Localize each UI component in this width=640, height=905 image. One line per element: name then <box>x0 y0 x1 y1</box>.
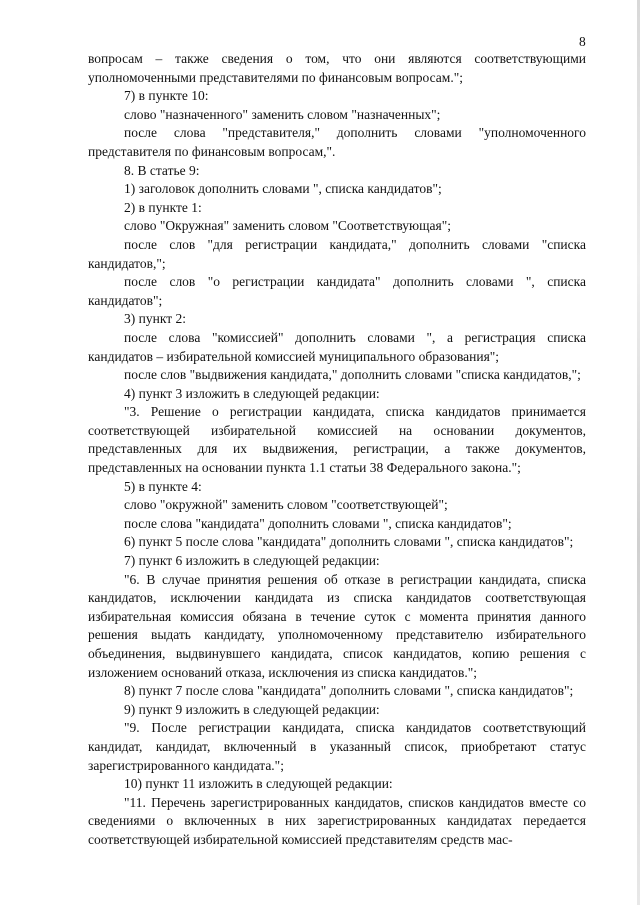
paragraph: "11. Перечень зарегистрированных кандидатов, списков кандидатов вместе со сведениями о включенных в них зарегистрированных кандидатах передается соответствующей избирательной комиссией представителям средств мас- <box>88 794 586 847</box>
paragraph: вопросам – также сведения о том, что они являются соответствующими уполномоченными представителями по финансовым вопросам."; <box>88 51 586 85</box>
paragraph: после слова "кандидата" дополнить словами ", списка кандидатов"; <box>124 515 512 531</box>
document-body <box>88 50 586 850</box>
paragraph: 9) пункт 9 изложить в следующей редакции: <box>124 701 380 717</box>
paragraph: 7) в пункте 10: <box>124 88 209 104</box>
paragraph: 7) пункт 6 изложить в следующей редакции: <box>124 553 380 569</box>
page-number: 8 <box>579 34 586 49</box>
paragraph: 2) в пункте 1: <box>124 199 202 215</box>
paragraph: слово "Окружная" заменить словом "Соответствующая"; <box>124 218 451 234</box>
paragraph: 1) заголовок дополнить словами ", списка кандидатов"; <box>124 181 442 197</box>
paragraph: "6. В случае принятия решения об отказе в регистрации кандидата, списка кандидатов, исключении кандидата из списка кандидатов соответствующая избирательная комиссия обязана в течение суток с момента принятия данного решения выдать кандидату, уполномоченному представителю избирательного объединения, выдвинувшего кандидата, список кандидатов, копию решения с изложением оснований отказа, исключения из списка кандидатов."; <box>88 571 586 680</box>
paragraph: 10) пункт 11 изложить в следующей редакции: <box>124 776 393 792</box>
paragraph: "9. После регистрации кандидата, списка кандидатов соответствующий кандидат, кандидат, включенный в указанный список, приобретают статус зарегистрированного кандидата."; <box>88 720 586 773</box>
paragraph: 8) пункт 7 после слова "кандидата" дополнить словами ", списка кандидатов"; <box>124 683 574 699</box>
paragraph: 3) пункт 2: <box>124 311 186 327</box>
paragraph: "3. Решение о регистрации кандидата, списка кандидатов принимается соответствующей избирательной комиссией на основании документов, представленных для их выдвижения, регистрации, а также документов, представленных на основании пункта 1.1 статьи 38 Федерального закона."; <box>88 404 586 476</box>
paragraph: 6) пункт 5 после слова "кандидата" дополнить словами ", списка кандидатов"; <box>124 534 574 550</box>
paragraph: слово "окружной" заменить словом "соответствующей"; <box>124 497 448 513</box>
paragraph: 5) в пункте 4: <box>124 478 202 494</box>
paragraph: слово "назначенного" заменить словом "назначенных"; <box>124 106 441 122</box>
paragraph: 8. В статье 9: <box>124 162 200 178</box>
paragraph: после слов "выдвижения кандидата," дополнить словами "списка кандидатов,"; <box>124 367 581 383</box>
paragraph: 4) пункт 3 изложить в следующей редакции: <box>124 385 380 401</box>
paragraph: после слов "о регистрации кандидата" дополнить словами ", списка кандидатов"; <box>88 274 586 308</box>
paragraph: после слов "для регистрации кандидата," дополнить словами "списка кандидатов,"; <box>88 236 586 271</box>
paragraph: после слова "представителя," дополнить словами "уполномоченного представителя по финансовым вопросам,". <box>88 125 586 159</box>
paragraph: после слова "комиссией" дополнить словами ", а регистрация списка кандидатов – избирательной комиссией муниципального образования"; <box>88 329 586 364</box>
